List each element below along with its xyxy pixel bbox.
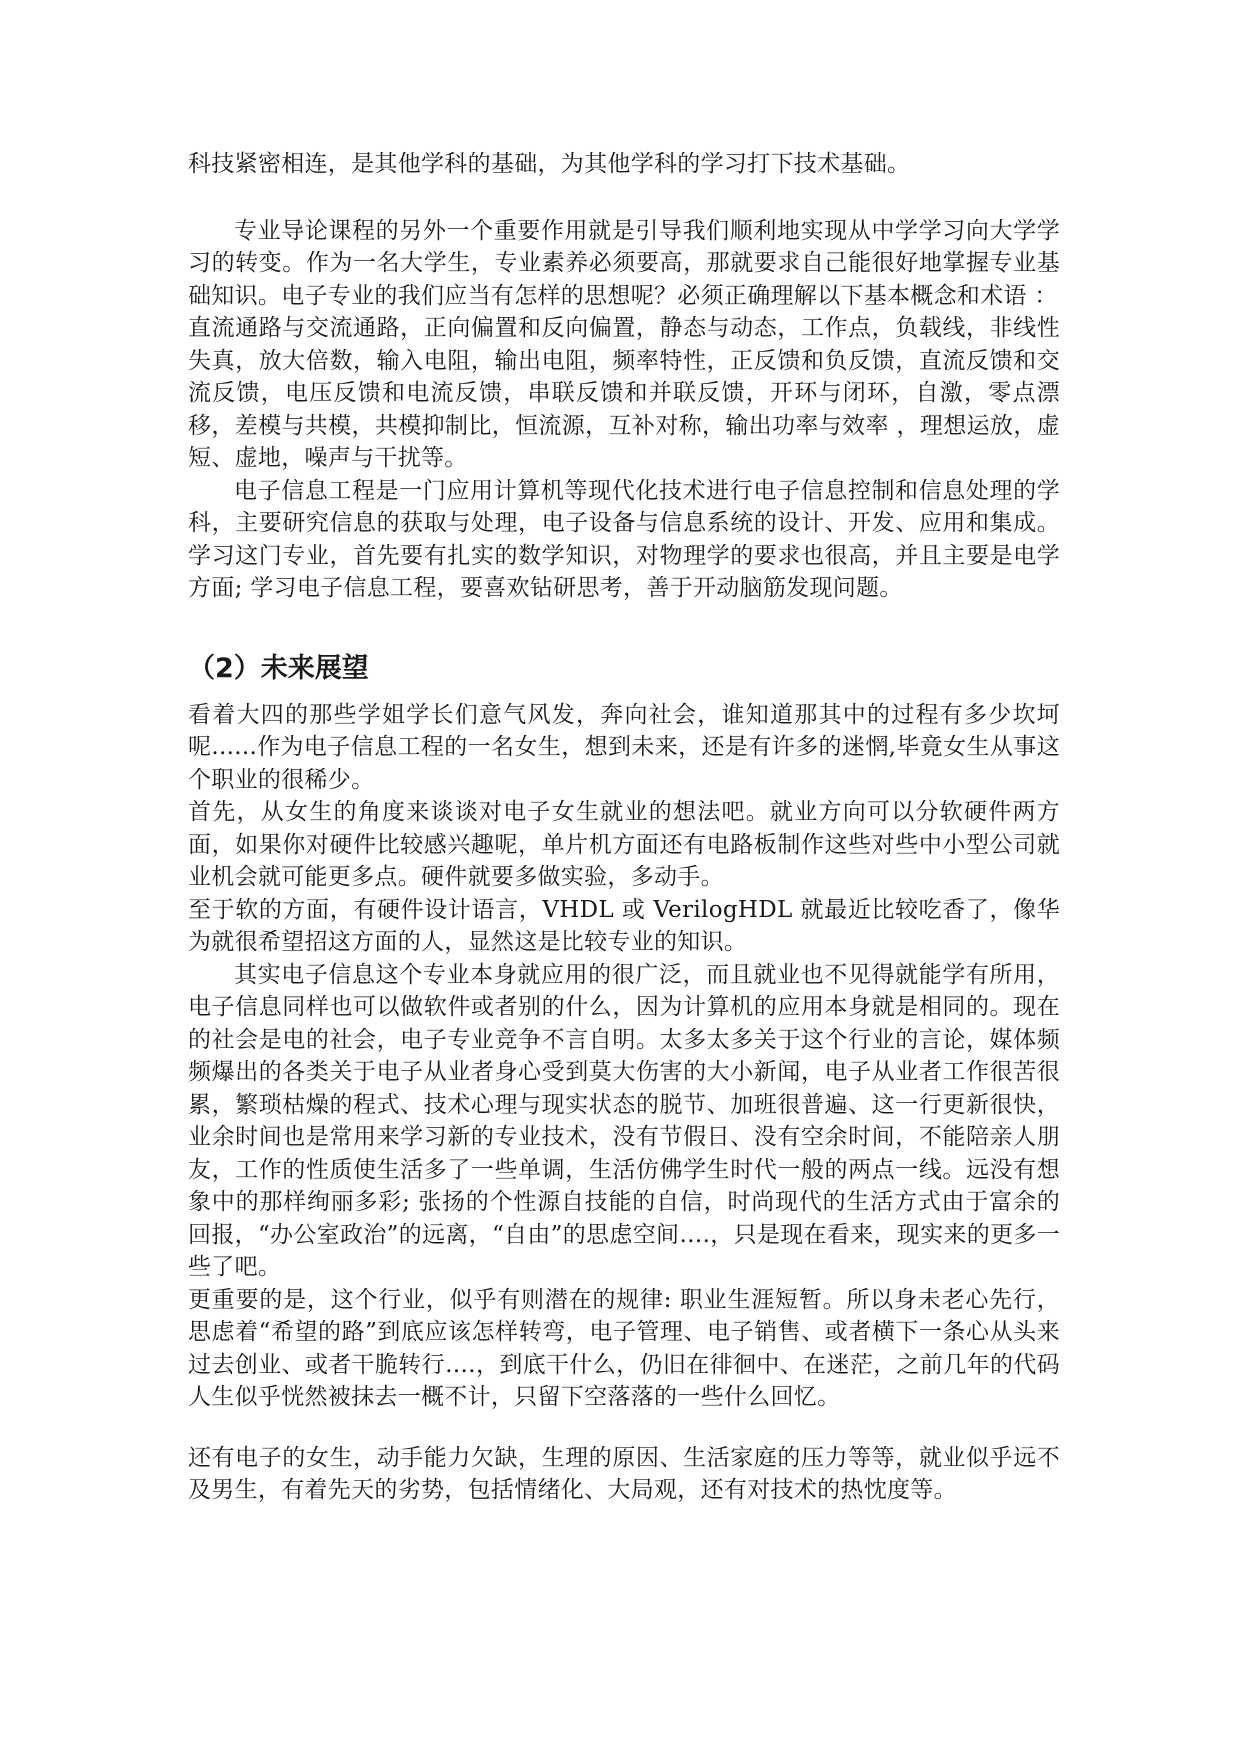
- paragraph-industry-reality: 其实电子信息这个专业本身就应用的很广泛，而且就业也不见得就能学有所用，电子信息同样也可以做软件或者别的什么，因为计算机的应用本身就是相同的。现在的社会是电的社会，电子专业竞争不言自明。太多太多关于这个行业的言论，媒体频频爆出的各类关于电子从业者身心受到莫大伤害的大小新闻，电子从业者工作很苦很累，繁琐枯燥的程式、技术心理与现实状态的脱节、加班很普遍、这一行更新很快，业余时间也是常用来学习新的专业技术，没有节假日、没有空余时间，不能陪亲人朋友，工作的性质使生活多了一些单调，生活仿佛学生时代一般的两点一线。远没有想象中的那样绚丽多彩; 张扬的个性源自技能的自信，时尚现代的生活方式由于富余的回报，“办公室政治”的远离，“自由”的思虑空间….，只是现在看来，现实来的更多一些了吧。: [188, 961, 1060, 1280]
- section-heading-future: （2）未来展望: [188, 652, 369, 684]
- paragraph-ee-description: 电子信息工程是一门应用计算机等现代化技术进行电子信息控制和信息处理的学科，主要研究信息的获取与处理，电子设备与信息系统的设计、开发、应用和集成。学习这门专业，首先要有扎实的数学知识，对物理学的要求也很高，并且主要是电学方面; 学习电子信息工程，要喜欢钻研思考，善于开动脑筋发现问题。: [188, 477, 1060, 601]
- document-page: [188, 148, 1060, 1507]
- paragraph-female-employment: 首先，从女生的角度来谈谈对电子女生就业的想法吧。就业方向可以分软硬件两方面，如果你对硬件比较感兴趣呢，单片机方面还有电路板制作这些对些中小型公司就业机会就可能更多点。硬件就要多做实验，多动手。: [188, 799, 1060, 890]
- paragraph-intro-course: 专业导论课程的另外一个重要作用就是引导我们顺利地实现从中学学习向大学学习的转变。作为一名大学生，专业素养必须要高，那就要求自己能很好地掌握专业基础知识。电子专业的我们应当有怎样的思想呢？必须正确理解以下基本概念和术语 ：: [188, 217, 1060, 309]
- paragraph-career-short: 更重要的是，这个行业，似乎有则潜在的规律: 职业生涯短暂。所以身未老心先行，思虑着“希望的路”到底应该怎样转弯，电子管理、电子销售、或者横下一条心从头来过去创业、或者干脆转行….，到底干什么，仍旧在徘徊中、在迷茫，之前几年的代码人生似乎恍然被抹去一概不计，只留下空落落的一些什么回忆。: [188, 1286, 1060, 1410]
- paragraph-continuation: 科技紧密相连，是其他学科的基础，为其他学科的学习打下技术基础。: [188, 151, 911, 177]
- paragraph-female-disadvantage: 还有电子的女生，动手能力欠缺，生理的原因、生活家庭的压力等等，就业似乎远不及男生，有着先天的劣势，包括情绪化、大局观，还有对技术的热忱度等。: [188, 1444, 1060, 1503]
- paragraph-software-direction: 至于软的方面，有硬件设计语言，VHDL 或 VerilogHDL 就最近比较吃香了，像华为就很希望招这方面的人，显然这是比较专业的知识。: [188, 896, 1060, 955]
- paragraph-seniors: 看着大四的那些学姐学长们意气风发，奔向社会，谁知道那其中的过程有多少坎坷呢......作为电子信息工程的一名女生，想到未来，还是有许多的迷惘,毕竟女生从事这个职业的很稀少。: [188, 701, 1060, 793]
- paragraph-terms-list: 直流通路与交流通路，正向偏置和反向偏置，静态与动态，工作点，负载线，非线性失真，放大倍数，输入电阻，输出电阻，频率特性，正反馈和负反馈，直流反馈和交流反馈，电压反馈和电流反馈，串联反馈和并联反馈，开环与闭环，自激，零点漂移，差模与共模，共模抑制比，恒流源，互补对称，输出功率与效率 ，理想运放，虚短、虚地，噪声与干扰等。: [188, 315, 1060, 471]
